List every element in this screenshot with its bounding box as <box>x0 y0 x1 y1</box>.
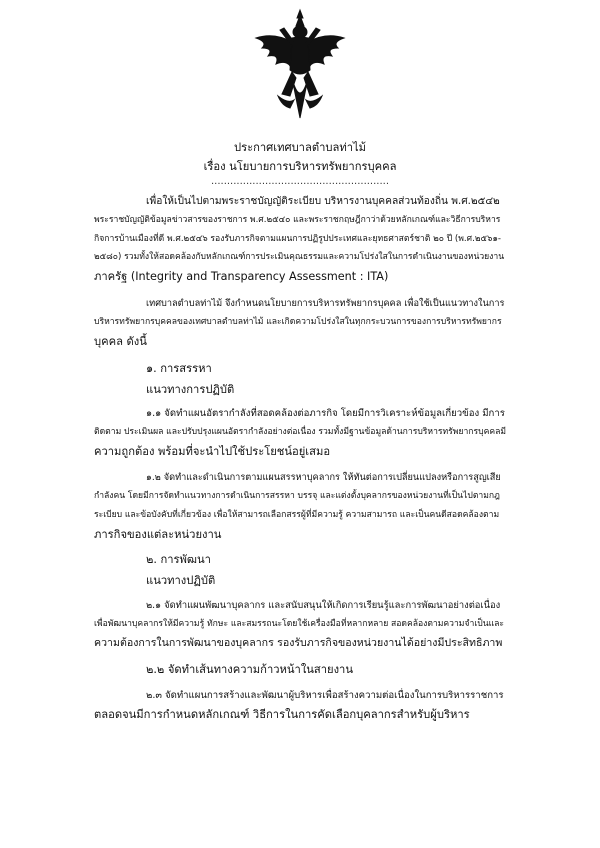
body-line: กิจการบ้านเมืองที่ดี พ.ศ.๒๕๔๖ รองรับภารกิจตามแผนการปฏิรูปประเทศและยุทธศาสตร์ชาติ ๒๐ ปี (พ.ศ.๒๕๖๑- <box>94 234 502 244</box>
body-line: ติดตาม ประเมินผล และปรับปรุงแผนอัตรากำลังอย่างต่อเนื่อง รวมทั้งมีฐานข้อมูลด้านการบริหารทรัพยากรบุคคลมี <box>94 427 507 437</box>
body-line: ความถูกต้อง พร้อมที่จะนำไปใช้ประโยชน์อยู่เสมอ <box>94 445 331 458</box>
body-line: เพื่อให้เป็นไปตามพระราชบัญญัติระเบียบ บริหารงานบุคคลส่วนท้องถิ่น พ.ศ.๒๕๔๒ <box>146 196 500 207</box>
body-line: ๑.๒ จัดทำและดำเนินการตามแผนสรรหาบุคลากร ให้ทันต่อการเปลี่ยนแปลงหรือการสูญเสีย <box>146 472 501 483</box>
body-line: พระราชบัญญัติข้อมูลข่าวสารของราชการ พ.ศ.๒๕๔๐ และพระราชกฤษฎีกาว่าด้วยหลักเกณฑ์และวิธีการบริหาร <box>94 215 501 225</box>
body-line: เทศบาลตำบลท่าไม้ จึงกำหนดนโยบายการบริหารทรัพยากรบุคคล เพื่อใช้เป็นแนวทางในการ <box>146 298 505 309</box>
body-line: ตลอดจนมีการกำหนดหลักเกณฑ์ วิธีการในการคัดเลือกบุคลากรสำหรับผู้บริหาร <box>94 708 470 721</box>
body-line: ภารกิจของแต่ละหน่วยงาน <box>94 528 222 541</box>
body-line: ระเบียบ และข้อบังคับที่เกี่ยวข้อง เพื่อให้สามารถเลือกสรรผู้ที่มีความรู้ ความสามารถ และเป็นคนดีสอดคล้องตาม <box>94 510 500 520</box>
body-line: กำลังคน โดยมีการจัดทำแนวทางการดำเนินการสรรหา บรรจุ และแต่งตั้งบุคลากรของหน่วยงานที่เป็นไปตามกฎ <box>94 491 500 501</box>
body-line: เพื่อพัฒนาบุคลากรให้มีความรู้ ทักษะ และสมรรถนะโดยใช้เครื่องมือที่หลากหลาย สอดคล้องตามความจำเป็นและ <box>94 619 505 629</box>
announcement-subject: เรื่อง นโยบายการบริหารทรัพยากรบุคคล <box>203 160 397 173</box>
body-line: บุคคล ดังนี้ <box>94 335 147 348</box>
body-line: ๒.๑ จัดทำแผนพัฒนาบุคลากร และสนับสนุนให้เกิดการเรียนรู้และการพัฒนาอย่างต่อเนื่อง <box>146 600 501 611</box>
body-line: ๒.๓ จัดทำแผนการสร้างและพัฒนาผู้บริหารเพื่อสร้างความต่อเนื่องในการบริหารราชการ <box>146 690 504 701</box>
body-line: ๑.๑ จัดทำแผนอัตรากำลังที่สอดคล้องต่อภารกิจ โดยมีการวิเคราะห์ข้อมูลเกี่ยวข้อง มีการ <box>146 408 505 419</box>
body-line: ภาครัฐ (Integrity and Transparency Assessment : ITA) <box>94 270 389 283</box>
title-separator: ........................................................ <box>210 176 389 187</box>
body-line: ความต้องการในการพัฒนาของบุคลากร รองรับภารกิจของหน่วยงานได้อย่างมีประสิทธิภาพ <box>94 637 503 649</box>
section-heading: ๒. การพัฒนา <box>146 553 211 566</box>
announcement-title: ประกาศเทศบาลตำบลท่าไม้ <box>234 141 366 154</box>
body-line: ๒๕๘๐) รวมทั้งให้สอดคล้องกับหลักเกณฑ์การประเมินคุณธรรมและความโปร่งใสในการดำเนินงานของหน่วยงาน <box>94 252 505 262</box>
body-line: ๒.๒ จัดทำเส้นทางความก้าวหน้าในสายงาน <box>146 663 353 676</box>
garuda-emblem-icon <box>248 8 352 124</box>
subsection-heading: แนวทางปฏิบัติ <box>146 574 216 587</box>
section-heading: ๑. การสรรหา <box>146 362 212 375</box>
subsection-heading: แนวทางการปฏิบัติ <box>146 383 235 396</box>
body-line: บริหารทรัพยากรบุคคลของเทศบาลตำบลท่าไม้ และเกิดความโปร่งใสในทุกกระบวนการของการบริหารทรัพยากร <box>94 317 502 327</box>
